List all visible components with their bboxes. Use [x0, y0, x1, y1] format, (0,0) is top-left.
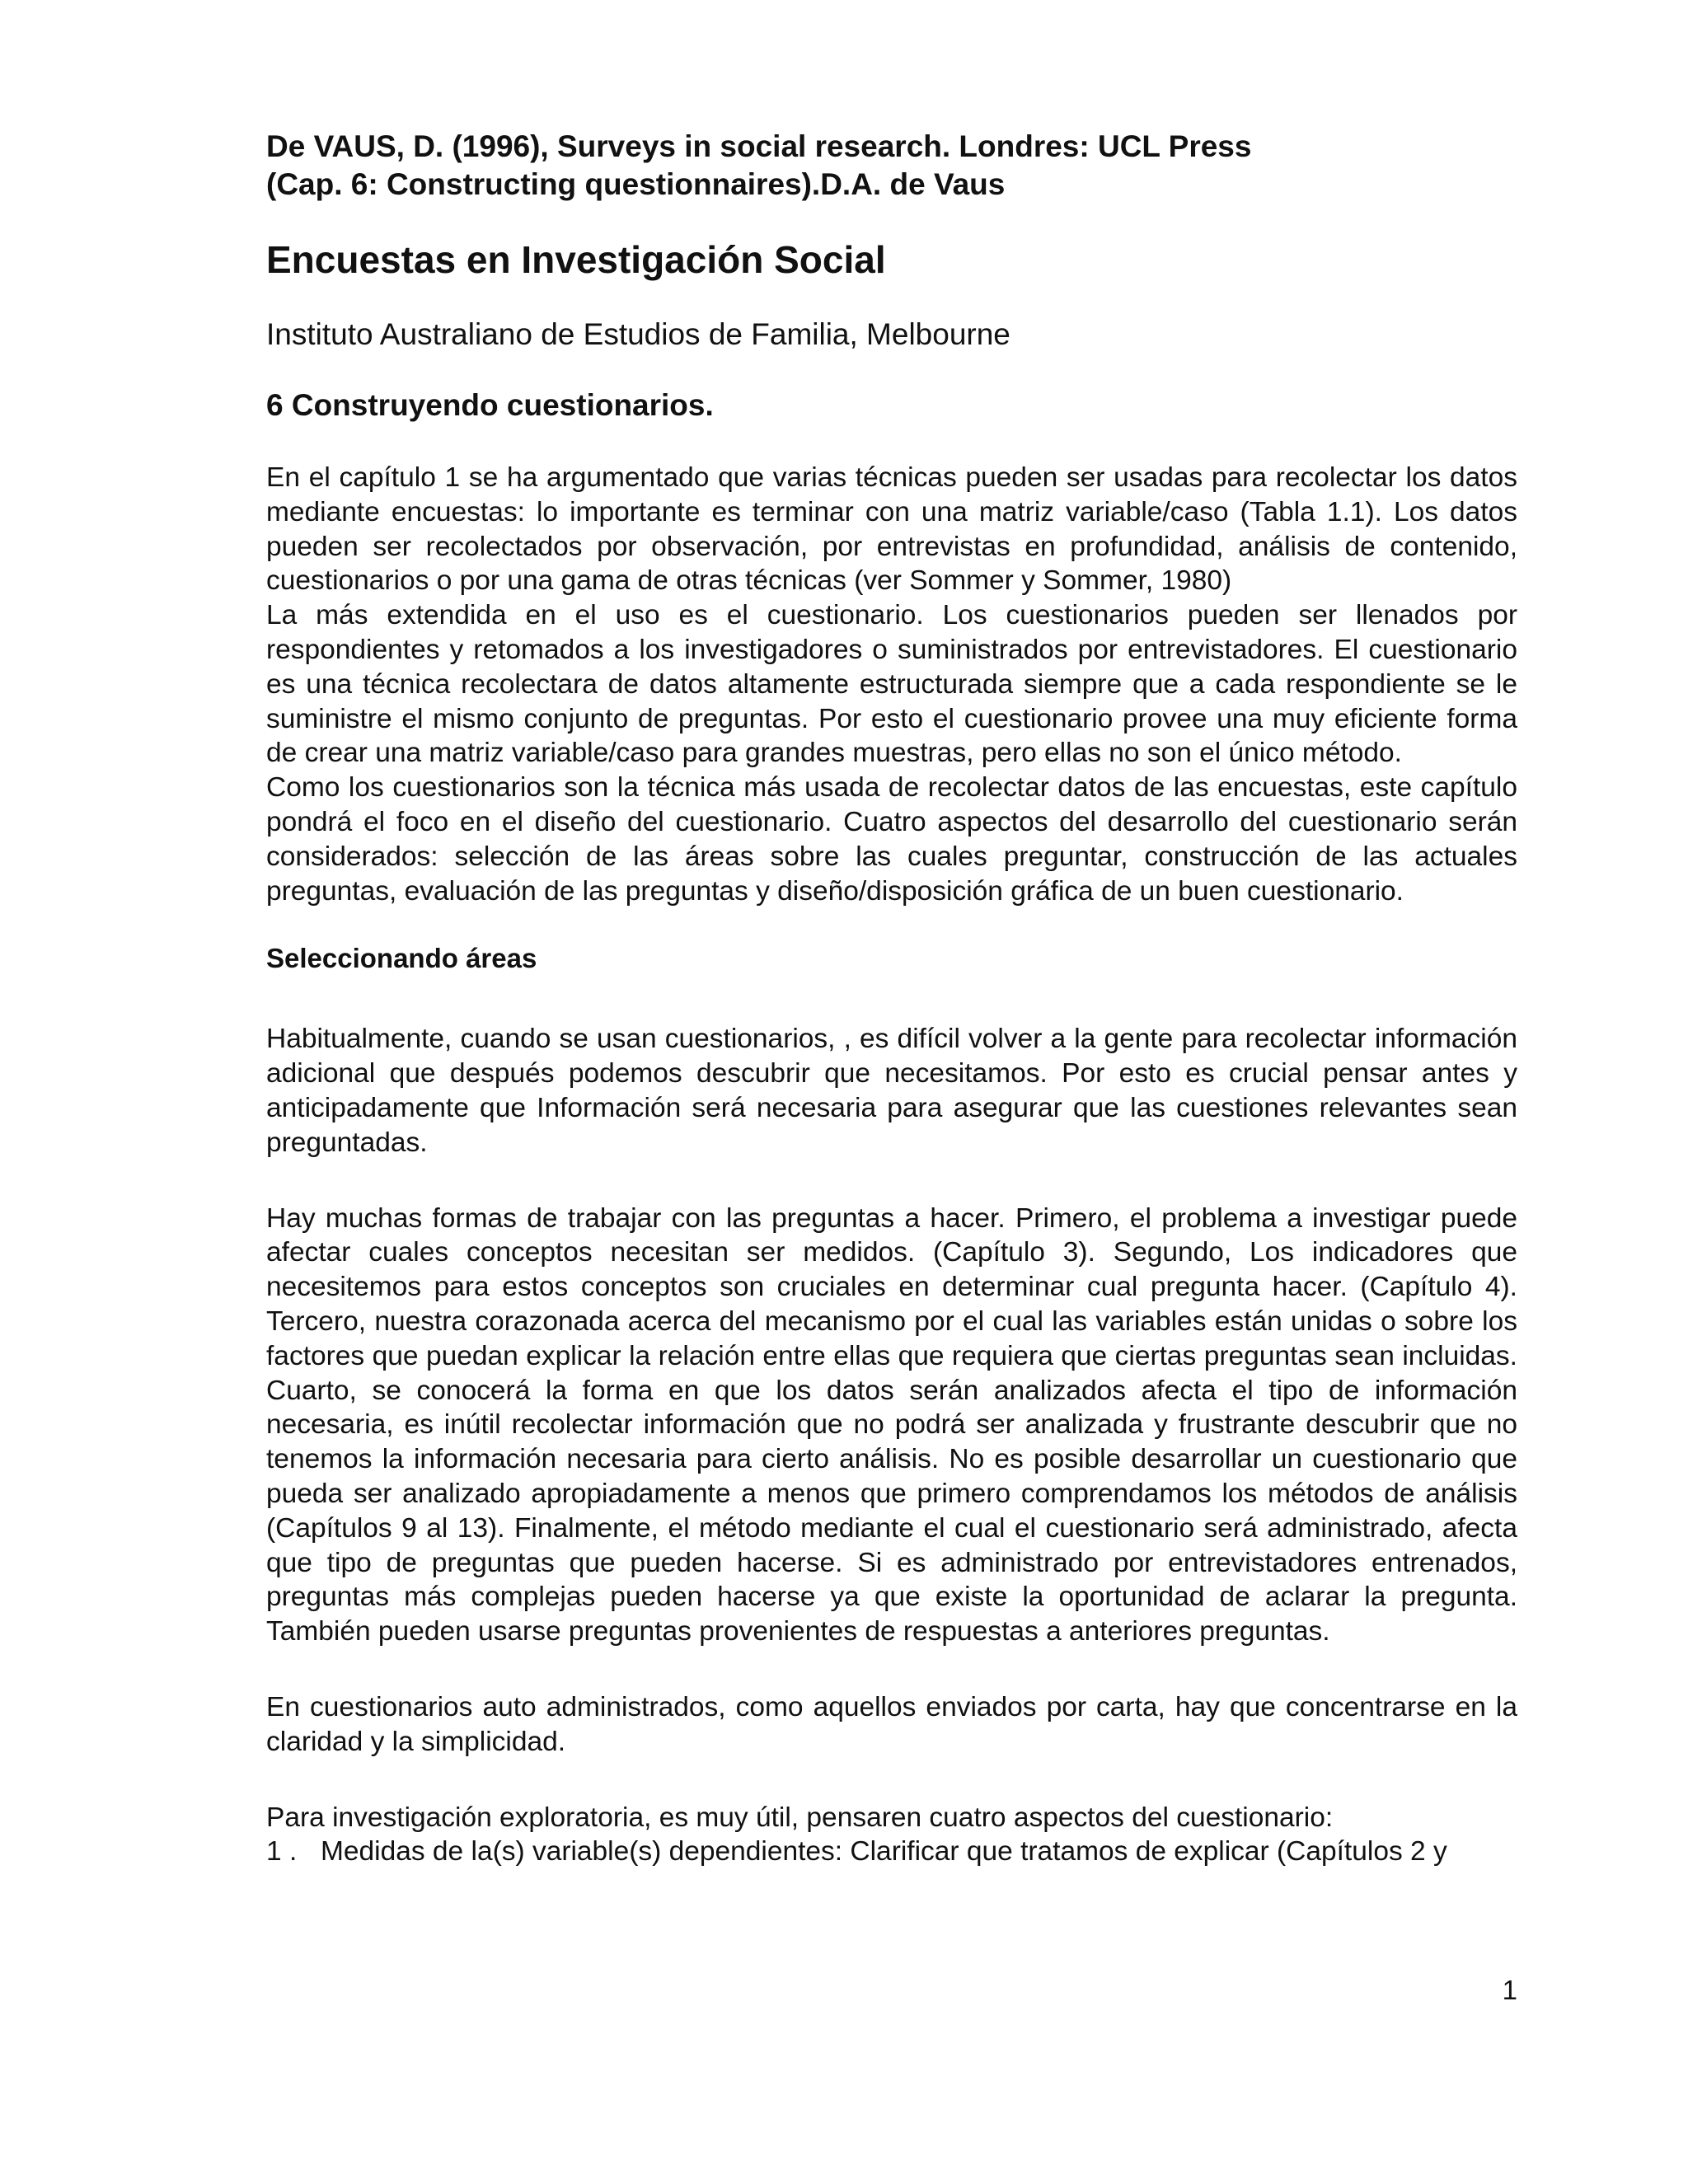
section-paragraph-2: Hay muchas formas de trabajar con las preguntas a hacer. Primero, el problema a investigar puede afectar cuales conceptos necesitan ser medidos. (Capítulo 3). Segundo, Los indicadores que necesitemos para estos conceptos son cruciales en determinar cual pregunta hacer. (Capítulo 4). Tercero, nuestra corazonada acerca del mecanismo por el cual las variables están unidas o sobre los factores que puedan explicar la relación entre ellas que requiera que ciertas preguntas sean incluidas. Cuarto, se conocerá la forma en que los datos serán analizados afecta el tipo de información necesaria, es inútil recolectar información que no podrá ser analizada y frustrante descubrir que no tenemos la información necesaria para cierto análisis. No es posible desarrollar un cuestionario que pueda ser analizado apropiadamente a menos que primero comprendamos los métodos de análisis (Capítulos 9 al 13). Finalmente, el método mediante el cual el cuestionario será administrado, afecta que tipo de preguntas que pueden hacerse. Si es administrado por entrevistadores entrenados, preguntas más complejas pueden hacerse ya que existe la oportunidad de aclarar la pregunta. También pueden usarse preguntas provenientes de respuestas a anteriores preguntas.: [266, 1202, 1517, 1647]
list-item-text: Medidas de la(s) variable(s) dependientes: Clarificar que tratamos de explicar (Capítulos 2 y: [321, 1836, 1447, 1868]
intro-paragraph-2: La más extendida en el uso es el cuestionario. Los cuestionarios pueden ser llenados por respondientes y retomados a los investigadores o suministrados por entrevistadores. El cuestionario es una técnica recolectara de datos altamente estructurada siempre que a cada respondiente se le suministre el mismo conjunto de preguntas. Por esto el cuestionario provee una muy eficiente forma de crear una matriz variable/caso para grandes muestras, pero ellas no son el único método.: [266, 600, 1517, 769]
section-paragraph-4: Para investigación exploratoria, es muy útil, pensaren cuatro aspectos del cuestionario:: [266, 1802, 1334, 1833]
citation-line-1: De VAUS, D. (1996), Surveys in social research. Londres: UCL Press: [266, 129, 1252, 163]
section-heading: Seleccionando áreas: [266, 943, 537, 974]
section-paragraph-1: Habitualmente, cuando se usan cuestionarios, , es difícil volver a la gente para recolectar información adicional que después podemos descubrir que necesitamos. Por esto es crucial pensar antes y anticipadamente que Información será necesaria para asegurar que las cuestiones relevantes sean preguntadas.: [266, 1024, 1517, 1158]
citation-line-2: (Cap. 6: Constructing questionnaires).D.A. de Vaus: [266, 167, 1006, 201]
chapter-heading: 6 Construyendo cuestionarios.: [266, 388, 714, 422]
intro-paragraph-3: Como los cuestionarios son la técnica más usada de recolectar datos de las encuestas, este capítulo pondrá el foco en el diseño del cuestionario. Cuatro aspectos del desarrollo del cuestionario serán considerados: selección de las áreas sobre las cuales preguntar, construcción de las actuales preguntas, evaluación de las preguntas y diseño/disposición gráfica de un buen cuestionario.: [266, 772, 1517, 907]
section-paragraph-3: En cuestionarios auto administrados, como aquellos enviados por carta, hay que concentrarse en la claridad y la simplicidad.: [266, 1691, 1517, 1757]
document-title: Encuestas en Investigación Social: [266, 238, 886, 281]
page-number: 1: [1502, 1975, 1517, 2005]
institution-line: Instituto Australiano de Estudios de Familia, Melbourne: [266, 317, 1010, 351]
list-item: [266, 1835, 1517, 1869]
intro-paragraph-1: En el capítulo 1 se ha argumentado que varias técnicas pueden ser usadas para recolectar los datos mediante encuestas: lo importante es terminar con una matriz variable/caso (Tabla 1.1). Los datos pueden ser recolectados por observación, por entrevistas en profundidad, análisis de contenido, cuestionarios o por una gama de otras técnicas (ver Sommer y Sommer, 1980): [266, 462, 1517, 597]
page-content: [266, 128, 1517, 1869]
list-item-number: 1 .: [266, 1836, 298, 1868]
